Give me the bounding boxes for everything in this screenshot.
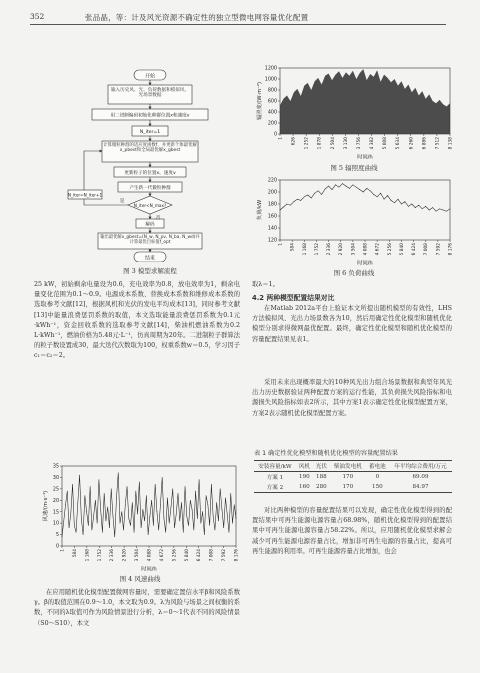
x-tick-label: 2 920: [122, 549, 128, 562]
data-point: [450, 208, 451, 209]
data-point: [188, 525, 189, 526]
data-point: [229, 532, 230, 533]
data-point: [109, 527, 110, 528]
x-tick-label: 8 176: [448, 243, 454, 256]
data-point: [160, 505, 161, 506]
decode-label: 解码: [145, 222, 155, 228]
data-point: [223, 527, 224, 528]
x-tick-label: 7 008: [209, 549, 215, 562]
x-tick-label: 7 512: [435, 137, 441, 150]
data-point: [90, 486, 91, 487]
data-point: [181, 502, 182, 503]
y-axis-label: 辐照度/(W·m⁻²): [257, 81, 263, 121]
data-point: [148, 534, 149, 535]
table-cell: 170: [330, 482, 366, 493]
data-point: [225, 498, 226, 499]
data-point: [443, 210, 444, 211]
x-tick-label: 1: [60, 549, 66, 552]
data-point: [439, 208, 440, 209]
figure-5-caption: 图 5 辐照度曲线: [330, 164, 378, 172]
table-header-cell: 安装容量/kW: [254, 461, 296, 472]
right-paragraph-2: [252, 378, 452, 419]
data-point: [193, 530, 194, 531]
x-axis-label: 时间/h: [141, 566, 157, 572]
data-point: [202, 511, 203, 512]
x-tick-label: 6 424: [197, 549, 203, 562]
data-point: [179, 521, 180, 522]
x-tick-label: 1 752: [97, 549, 103, 562]
y-tick-label: 600: [267, 99, 277, 105]
data-point: [227, 514, 228, 515]
left-paragraph-2: [34, 588, 240, 629]
y-tick-label: 1000: [264, 77, 277, 83]
plot-frame: [62, 466, 236, 546]
x-tick-label: 5 256: [172, 549, 178, 562]
running-title: 张品晶，等：计及风光资源不确定性的独立型微电网容量优化配置: [85, 13, 309, 22]
data-point: [436, 211, 437, 212]
right-paragraph-0: [252, 280, 452, 290]
data-point: [67, 491, 68, 492]
data-point: [300, 200, 301, 201]
data-point: [99, 479, 100, 480]
table-header-cell: 光伏: [313, 461, 330, 472]
table-cell: 84.97: [389, 482, 452, 493]
data-point: [213, 516, 214, 517]
data-point: [116, 498, 117, 499]
table-cell: 0: [375, 474, 380, 480]
data-point: [314, 193, 315, 194]
data-point: [307, 195, 308, 196]
data-point: [359, 189, 360, 190]
end-label: 结束: [144, 255, 156, 262]
wind-speed-chart: [40, 462, 240, 572]
data-point: [199, 479, 200, 480]
table-header-cell: 柴油发电机: [330, 461, 366, 472]
data-point: [408, 206, 409, 207]
data-point: [104, 493, 105, 494]
x-tick-label: 1: [278, 137, 284, 140]
data-point: [86, 511, 87, 512]
y-tick-label: 5: [55, 533, 59, 539]
data-point: [401, 204, 402, 205]
data-point: [114, 537, 115, 538]
data-point: [125, 505, 126, 506]
data-point: [146, 495, 147, 496]
x-tick-label: 5 256: [387, 243, 393, 256]
data-point: [74, 525, 75, 526]
left-paragraph-1: [34, 280, 240, 362]
data-point: [76, 532, 77, 533]
loop-label: N_iter=N_iter+1: [67, 192, 103, 198]
data-point: [151, 500, 152, 501]
x-tick-label: 2 920: [339, 243, 345, 256]
y-tick-label: 0: [55, 544, 59, 550]
data-point: [172, 489, 173, 490]
data-point: [218, 521, 219, 522]
x-tick-label: 1 878: [317, 137, 323, 150]
y-tick-label: 25: [52, 487, 59, 493]
y-tick-label: 35: [52, 464, 59, 470]
data-point: [171, 507, 172, 508]
data-point: [158, 530, 159, 531]
data-point: [97, 523, 98, 524]
table-cell: 190: [299, 474, 310, 480]
data-point: [346, 186, 347, 187]
right-paragraph-3-text: 对比两种模型的容量配置结果可以发现，确定性优化模型得到的配置结果中可再生能源电源容量占68.98%，随机优化模型得到的配置结果中可再生能源电源容量占58.22%。所以，应用随机优化模型求解会减少可再生能源电源容量占比，增加非可再生电源的容量占比，提高可再生能源的利用率。可再生能源容量占比增加，也会: [252, 507, 452, 555]
data-point: [280, 210, 281, 211]
data-point: [283, 207, 284, 208]
data-point: [135, 491, 136, 492]
data-point: [150, 516, 151, 517]
x-tick-label: 5 840: [184, 549, 190, 562]
data-point: [394, 202, 395, 203]
table-row: [254, 472, 452, 483]
table-cell: 69.09: [412, 474, 429, 480]
y-axis-label: 风速/(m·s⁻¹): [43, 490, 49, 522]
left-paragraph-1-text: 25 kW，初始剩余电量设为0.6，充电效率为0.8，放电效率为1，剩余电量变化范围为0.1～0.9。电源成本系数、替换成本系数和维修成本系数的选取参考文献[12]，根据风机和光伏的发电平均成本[13]，同时参考文献[13]中能量浪费惩罚系数的取值，本文选取能量浪费惩罚系数为0.1元·kWh⁻¹，资金回收系数的选取参考文献[14]，柴油机燃油系数为0.2 L·kWh⁻¹，燃油价格为5.48元·L⁻¹，仿真周期为20年。二进制粒子群算法的粒子数设置成30，最大迭代次数取为100，权重系数w＝0.5，学习因子c₁＝c₂＝2。: [34, 281, 240, 360]
table-row: [254, 482, 452, 493]
x-tick-label: 4 672: [375, 243, 381, 256]
start-label: 开始: [144, 73, 156, 80]
data-point: [65, 505, 66, 506]
data-point: [230, 493, 231, 494]
no-label: 否: [155, 216, 161, 221]
left-paragraph-2-text: 在应用随机优化模型配置微网容量时，需要确定置信水平β和风险系数γ。β的取值范围在0.9～1.0，本文取为0.9。λ为风险与场景之间权衡的系数，不同的λ取值可作为风险情景进行分析，λ＝0～1代表不同的风险情景（S0～S10），本文: [34, 589, 240, 627]
y-axis-label: 负荷/kW: [257, 199, 263, 221]
table-1-caption: 表 1 确定性优化模型和随机优化模型的容量配置结果: [254, 450, 398, 457]
y-tick-label: 30: [52, 476, 59, 482]
data-point: [186, 516, 187, 517]
y-tick-label: 120: [267, 238, 277, 244]
decision-label: N_iter<N_max?: [133, 203, 167, 208]
data-point: [111, 489, 112, 490]
data-point: [69, 527, 70, 528]
x-tick-label: 5 840: [399, 243, 405, 256]
data-point: [92, 530, 93, 531]
data-point: [206, 495, 207, 496]
x-tick-label: 5 008: [383, 137, 389, 150]
data-point: [165, 532, 166, 533]
data-point: [304, 196, 305, 197]
yes-label: 是: [119, 199, 125, 204]
table-header-cell: 蓄电池: [366, 461, 389, 472]
data-point: [88, 525, 89, 526]
data-point: [128, 518, 129, 519]
x-tick-label: 584: [290, 243, 296, 252]
x-tick-label: 7 592: [222, 549, 228, 562]
load-chart: [254, 176, 454, 266]
data-point: [220, 489, 221, 490]
input-label: 输入历史风、光、负荷数据和模拟风、光场景数据: [110, 87, 190, 98]
data-point: [197, 518, 198, 519]
x-tick-label: 3 504: [351, 243, 357, 256]
x-axis-label: 时间/h: [357, 260, 373, 266]
right-paragraph-3: [252, 506, 452, 557]
flowchart-svg: [60, 66, 240, 262]
data-point: [335, 184, 336, 185]
data-point: [398, 199, 399, 200]
x-tick-label: 2 336: [327, 243, 333, 256]
data-point: [81, 518, 82, 519]
data-point: [204, 534, 205, 535]
section-4-2-title: 4.2 两种模型配置结果对比: [252, 294, 335, 302]
x-tick-label: 7 008: [424, 243, 430, 256]
x-tick-label: 3 130: [343, 137, 349, 150]
table-header-cell: 风机: [296, 461, 313, 472]
data-point: [422, 208, 423, 209]
data-point: [141, 527, 142, 528]
x-tick-label: 8 176: [234, 549, 240, 562]
data-point: [130, 525, 131, 526]
data-point: [132, 502, 133, 503]
data-point: [380, 193, 381, 194]
table-cell: 方案 2: [254, 482, 296, 493]
data-point: [222, 509, 223, 510]
data-point: [63, 521, 64, 522]
data-point: [79, 475, 80, 476]
x-tick-label: 6 424: [412, 243, 418, 256]
data-point: [107, 507, 108, 508]
data-point: [93, 516, 94, 517]
table-cell: 188: [316, 474, 327, 480]
data-point: [418, 205, 419, 206]
table-cell: 280: [313, 482, 330, 493]
y-tick-label: 400: [267, 110, 277, 116]
data-point: [321, 194, 322, 195]
data-point: [153, 525, 154, 526]
data-point: [349, 188, 350, 189]
x-tick-label: 3 504: [135, 549, 141, 562]
y-tick-label: 200: [267, 190, 277, 196]
data-point: [113, 516, 114, 517]
y-tick-label: 140: [267, 226, 277, 232]
right-paragraph-1-text: 在Matlab 2012a平台上验证本文所提出随机模型的有效性，LHS方法模拟风、光出力场景数各为10，然后用确定性优化模型和随机优化模型分别求得微网最优配置。最终，确定性优化模型和随机优化模型的容量配置结果见表1。: [252, 305, 452, 343]
data-point: [169, 523, 170, 524]
x-tick-label: 2 336: [110, 549, 116, 562]
data-point: [211, 484, 212, 485]
data-point: [176, 514, 177, 515]
data-point: [121, 511, 122, 512]
x-tick-label: 6 260: [409, 137, 415, 150]
x-axis-label: 时间/h: [357, 154, 373, 160]
x-tick-label: 1 168: [85, 549, 91, 562]
data-point: [137, 514, 138, 515]
data-point: [366, 188, 367, 189]
plot-frame: [280, 180, 450, 240]
y-tick-label: 20: [52, 498, 59, 504]
x-tick-label: 6 886: [422, 137, 428, 150]
x-tick-label: 1 752: [314, 243, 320, 256]
data-point: [162, 477, 163, 478]
data-point: [178, 493, 179, 494]
data-point: [236, 518, 237, 519]
data-point: [100, 509, 101, 510]
table-cell: 方案 1: [266, 475, 284, 481]
data-point: [384, 199, 385, 200]
data-series-line: [62, 473, 236, 537]
output-label: 输出最优解x_gbest=(N_w, N_pv, N_ba, N_wd)并计算最优目标值f_opt: [100, 235, 200, 246]
data-point: [297, 199, 298, 200]
x-tick-label: 3 756: [356, 137, 362, 150]
data-point: [192, 509, 193, 510]
data-point: [411, 204, 412, 205]
page-header: [30, 10, 446, 25]
figure-3-caption: 图 3 模型求解流程: [123, 267, 177, 275]
data-point: [209, 525, 210, 526]
y-tick-label: 200: [267, 121, 277, 127]
y-tick-label: 0: [273, 132, 277, 138]
new-gen-label: 产生新一代微粒种群: [129, 186, 171, 191]
x-tick-label: 1 252: [304, 137, 310, 150]
y-tick-label: 800: [267, 88, 277, 94]
x-tick-label: 4 672: [159, 549, 165, 562]
data-point: [127, 486, 128, 487]
data-point: [391, 200, 392, 201]
data-point: [356, 187, 357, 188]
data-point: [287, 204, 288, 205]
data-point: [201, 523, 202, 524]
table-1: [254, 460, 452, 493]
data-point: [118, 473, 119, 474]
data-series-area: [280, 69, 450, 134]
x-tick-label: 5 634: [396, 137, 402, 150]
data-point: [155, 484, 156, 485]
y-tick-label: 15: [52, 510, 59, 516]
data-point: [208, 505, 209, 506]
x-tick-label: 584: [72, 549, 78, 558]
data-point: [425, 206, 426, 207]
data-point: [353, 184, 354, 185]
data-point: [134, 532, 135, 533]
x-tick-label: 1: [278, 243, 284, 246]
data-point: [164, 518, 165, 519]
data-point: [311, 198, 312, 199]
x-tick-label: 626: [291, 137, 297, 146]
data-point: [415, 207, 416, 208]
init-label: 用二进制编码初始化种群位置x和速度v: [110, 113, 190, 119]
data-point: [373, 194, 374, 195]
x-tick-label: 2 504: [330, 137, 336, 150]
data-point: [123, 530, 124, 531]
y-tick-label: 180: [267, 202, 277, 208]
data-point: [387, 195, 388, 196]
x-tick-label: 7 592: [436, 243, 442, 256]
data-point: [183, 532, 184, 533]
data-point: [190, 500, 191, 501]
right-paragraph-2-text: 采用未来出现概率最大的10种风光出力组合场景数据和典型年风光出力历史数据验证两种配置方案的运行性能，其负荷损失风险指标和电源损失风险指标如表2所示，其中方案1表示确定性优化模型配置方案，方案2表示随机优化模型配置方案。: [252, 379, 452, 417]
irradiance-chart: [254, 64, 454, 160]
table-header-row: [254, 461, 452, 472]
table-cell: 160: [296, 482, 313, 493]
data-point: [405, 201, 406, 202]
data-point: [144, 521, 145, 522]
data-point: [363, 192, 364, 193]
table-cell: 170: [342, 474, 354, 480]
data-point: [377, 196, 378, 197]
data-point: [106, 521, 107, 522]
data-point: [139, 482, 140, 483]
data-point: [83, 534, 84, 535]
figure-3-flowchart: [60, 66, 240, 262]
update-label: 更新粒子的位置x、速度v: [124, 171, 176, 176]
data-point: [102, 532, 103, 533]
x-tick-label: 4 088: [147, 549, 153, 562]
y-tick-label: 220: [267, 178, 277, 184]
data-point: [429, 210, 430, 211]
data-point: [143, 509, 144, 510]
data-point: [446, 211, 447, 212]
data-point: [370, 190, 371, 191]
data-point: [216, 502, 217, 503]
data-point: [174, 527, 175, 528]
data-point: [342, 183, 343, 184]
data-point: [232, 523, 233, 524]
table-cell: 150: [366, 482, 389, 493]
data-point: [167, 498, 168, 499]
data-point: [77, 502, 78, 503]
data-point: [195, 491, 196, 492]
data-point: [70, 514, 71, 515]
y-tick-label: 10: [52, 521, 59, 527]
data-point: [328, 186, 329, 187]
data-point: [294, 201, 295, 202]
compute-label: 计算微粒种群的适应度函数f，并更新个体最优解x_pbest和全局最优解x_gbest: [103, 143, 197, 154]
figure-6-caption: 图 6 负荷曲线: [333, 269, 375, 277]
y-tick-label: 160: [267, 214, 277, 220]
right-paragraph-0-text: 取λ＝1。: [252, 281, 279, 288]
page-number: 352: [30, 12, 45, 21]
data-point: [95, 500, 96, 501]
data-point: [432, 207, 433, 208]
data-point: [290, 205, 291, 206]
x-tick-label: 4 088: [363, 243, 369, 256]
figure-4-caption: 图 4 风速曲线: [119, 575, 161, 583]
data-series-line: [280, 184, 450, 212]
x-tick-label: 4 382: [370, 137, 376, 150]
data-point: [120, 523, 121, 524]
x-tick-label: 8 138: [448, 137, 454, 150]
x-tick-label: 1 168: [302, 243, 308, 256]
data-point: [332, 189, 333, 190]
data-point: [185, 486, 186, 487]
data-point: [215, 530, 216, 531]
data-point: [72, 484, 73, 485]
data-point: [85, 495, 86, 496]
iter-init-label: N_iter=1: [139, 130, 161, 135]
y-tick-label: 1200: [264, 66, 277, 72]
table-header-cell: 年平均综合费用/万元: [389, 461, 452, 472]
data-point: [339, 187, 340, 188]
data-point: [62, 537, 63, 538]
right-paragraph-1: [252, 304, 452, 345]
data-point: [234, 505, 235, 506]
data-point: [318, 190, 319, 191]
data-point: [157, 511, 158, 512]
data-point: [325, 189, 326, 190]
